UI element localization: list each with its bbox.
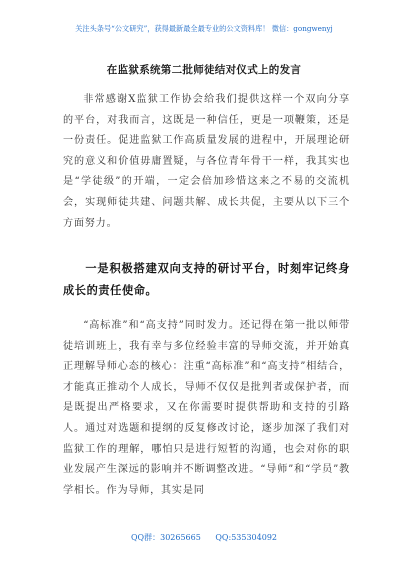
paragraph-intro-text: 非常感谢X监狱工作协会给我们提供这样一个双向分享的平台，对我而言，这既是一种信任，更是一项鞭策，还是一份责任。促进监狱工作高质量发展的进程中，开展理论研究的意义和价值毋庸置疑，与各位青年骨干一样，我其实也是“学徒级”的开端，一定会倍加珍惜这来之不易的交流机会，实现师徒共建、问题共解、成长共促，主要从以下三个方面努力。 xyxy=(63,94,350,229)
paragraph-section-1-text: “高标准”和“高支持”同时发力。还记得在第一批以师带徒培训班上，我有幸与多位经验丰富的导师交流，并开始真正理解导师心态的核心：注重“高标准”和“高支持”相结合，才能真正推动个人成长，导师不仅仅是批判者或保护者，而是既提出严格要求，又在你需要时提供帮助和支持的引路人。通过对选题和提纲的反复修改讨论，逐步加深了我们对监狱工作的理解，哪怕只是进行短暂的沟通，也会对你的职业发展产生深远的影响并不断调整改进。“导师”和“学员”教学相长。作为导师，其实是同 xyxy=(63,320,350,496)
document-title: 在监狱系统第二批师徒结对仪式上的发言 xyxy=(106,64,302,76)
footer-contact xyxy=(0,532,408,543)
footer-qq-number: QQ:535304092 xyxy=(215,533,277,542)
paragraph-intro xyxy=(63,90,350,234)
section-heading-1-text: 一是积极搭建双向支持的研讨平台，时刻牢记终身成长的责任使命。 xyxy=(63,261,350,297)
section-heading-1 xyxy=(63,257,350,301)
header-promo-note: 关注头条号“公文研究”，获得最新最全最专业的公文资料库！ 微信：gongwenyj xyxy=(75,24,333,33)
footer-qq-group: QQ群：30265665 xyxy=(130,533,201,542)
paragraph-section-1 xyxy=(63,316,350,501)
